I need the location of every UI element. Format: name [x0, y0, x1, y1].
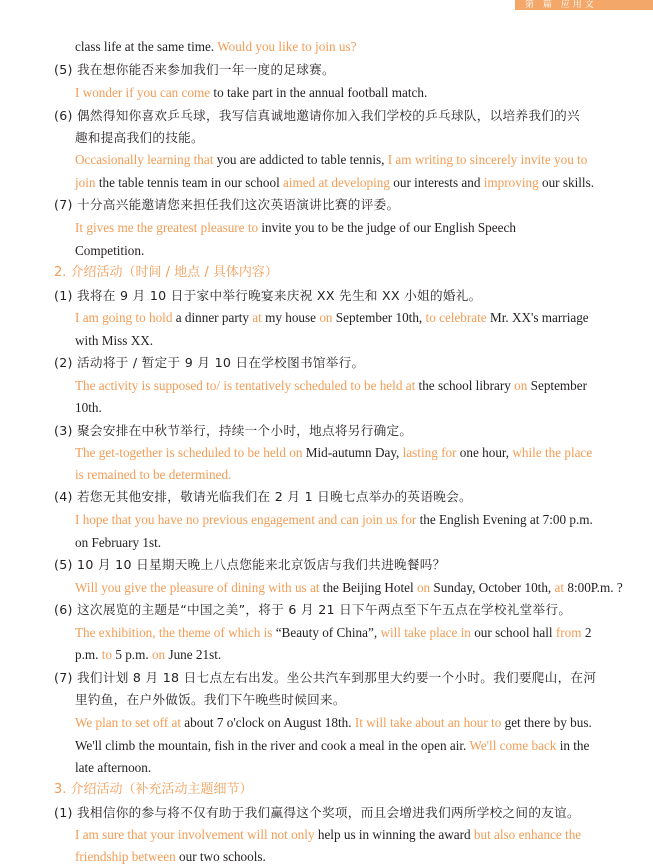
text-run: (1) 我相信你的参与将不仅有助于我们赢得这个奖项，而且会增进我们两所学校之间的友谊。 [54, 805, 580, 820]
highlighted-phrase: on [319, 310, 333, 325]
highlighted-phrase: aimed at developing [283, 175, 390, 190]
text-run: late afternoon. [75, 760, 152, 775]
text-run: (6) 偶然得知你喜欢乒乓球，我写信真诚地邀请你加入我们学校的乒乓球队，以培养我们的兴 [54, 108, 580, 123]
highlighted-phrase: on [151, 647, 166, 662]
text-run: (5) 10 月 10 日星期天晚上八点您能来北京饭店与我们共进晚餐吗？ [54, 557, 446, 572]
english-sentence-line [75, 445, 592, 461]
highlighted-phrase: We plan to set off at [75, 715, 181, 730]
text-run: help us in winning the award [314, 827, 474, 842]
text-run: invite you to be the judge of our English Speech [258, 220, 516, 235]
chinese-sentence-line [54, 355, 364, 371]
chinese-sentence-line [54, 557, 446, 573]
text-run: We'll climb the mountain, fish in the river and cook a meal in the open air. [75, 738, 470, 753]
text-run: Mid-autumn Day, [302, 445, 403, 460]
text-run: the school library [415, 378, 515, 393]
english-sentence-line [75, 580, 623, 596]
text-run: our two schools. [175, 849, 266, 864]
highlighted-phrase: I am sure that your involvement will not only [75, 827, 315, 842]
text-run: 2 [581, 625, 592, 640]
text-run: get there by bus. [501, 715, 592, 730]
highlighted-phrase: on [514, 378, 528, 393]
english-sentence-line [75, 535, 161, 551]
english-sentence-line [75, 760, 151, 776]
text-run: our skills. [538, 175, 595, 190]
english-sentence-line [75, 647, 221, 663]
highlighted-phrase: join [75, 175, 96, 190]
text-run: class life at the same time. [75, 39, 218, 54]
english-sentence-line [75, 220, 516, 236]
text-run: 10th. [75, 400, 102, 415]
text-run: in the [556, 738, 590, 753]
english-sentence-line [75, 333, 153, 349]
highlighted-phrase: friendship between [75, 849, 176, 864]
highlighted-phrase: improving [483, 175, 539, 190]
text-run: Sunday, October 10th, [430, 580, 555, 595]
text-run: Mr. XX's marriage [486, 310, 589, 325]
text-run: (7) 十分高兴能邀请您来担任我们这次英语演讲比赛的评委。 [54, 197, 400, 212]
text-run: “Beauty of China”, [272, 625, 381, 640]
english-sentence-line [75, 715, 592, 731]
highlighted-phrase: The exhibition, the theme of which is [75, 625, 273, 640]
text-run: my house [261, 310, 320, 325]
english-sentence-line [75, 738, 589, 754]
chinese-sentence-line [54, 423, 412, 439]
highlighted-phrase: We'll come back [469, 738, 557, 753]
chinese-sentence-line [75, 130, 204, 146]
chinese-sentence-line [54, 489, 472, 505]
highlighted-phrase: from [555, 625, 582, 640]
chinese-sentence-line [54, 108, 580, 124]
text-run: 趣和提高我们的技能。 [75, 130, 204, 145]
chinese-sentence-line [54, 62, 335, 78]
text-run: p.m. [75, 647, 102, 662]
highlighted-phrase: I hope that you have no previous engagement and can join us for [75, 512, 417, 527]
text-run: the Beijing Hotel [319, 580, 417, 595]
english-sentence-line [75, 400, 102, 416]
section-heading [54, 782, 253, 798]
text-run: September [527, 378, 588, 393]
highlighted-phrase: 3. 介绍活动（补充活动主题细节） [54, 782, 253, 797]
chinese-sentence-line [54, 197, 399, 213]
highlighted-phrase: to [101, 647, 113, 662]
chinese-sentence-line [54, 288, 482, 304]
highlighted-phrase: It gives me the greatest pleasure to [75, 220, 259, 235]
highlighted-phrase: 2. 介绍活动（时间 / 地点 / 具体内容） [54, 265, 278, 280]
chinese-sentence-line [75, 692, 346, 708]
text-run: the English Evening at 7:00 p.m. [416, 512, 593, 527]
highlighted-phrase: at [554, 580, 565, 595]
text-run: about 7 o'clock on August 18th. [181, 715, 355, 730]
highlighted-phrase: while the place [512, 445, 593, 460]
highlighted-phrase: The activity is supposed to/ is tentatively scheduled to be held at [75, 378, 416, 393]
highlighted-phrase: The get-together is scheduled to be held on [75, 445, 303, 460]
english-sentence-line [75, 85, 427, 101]
chinese-sentence-line [54, 670, 596, 686]
english-sentence-line [75, 849, 266, 865]
text-run: (2) 活动将于 / 暂定于 9 月 10 日在学校图书馆举行。 [54, 355, 365, 370]
english-sentence-line [75, 152, 587, 168]
text-run: (7) 我们计划 8 月 18 日七点左右出发。坐公共汽车到那里大约要一个小时。我们要爬山，在河 [54, 670, 597, 685]
text-run: 8:00P.m. ? [564, 580, 623, 595]
highlighted-phrase: is remained to be determined. [75, 467, 232, 482]
chinese-sentence-line [54, 602, 571, 618]
text-run: (5) 我在想你能否来参加我们一年一度的足球赛。 [54, 62, 335, 77]
english-sentence-line [75, 243, 144, 259]
highlighted-phrase: at [252, 310, 262, 325]
english-sentence-line [75, 625, 591, 641]
text-run: 里钓鱼，在户外做饭。我们下午晚些时候回来。 [75, 692, 346, 707]
text-run: 5 p.m. [112, 647, 152, 662]
text-run: our school hall [470, 625, 556, 640]
section-heading [54, 265, 278, 281]
text-run: you are addicted to table tennis, [213, 152, 388, 167]
highlighted-phrase: Would you like to join us? [217, 39, 357, 54]
text-run: the table tennis team in our school [95, 175, 284, 190]
text-run: a dinner party [172, 310, 253, 325]
english-sentence-line [75, 378, 587, 394]
text-run: (4) 若您无其他安排，敬请光临我们在 2 月 1 日晚七点举办的英语晚会。 [54, 489, 472, 504]
text-run: one hour, [456, 445, 513, 460]
highlighted-phrase: I am writing to sincerely invite you to [387, 152, 588, 167]
highlighted-phrase: I am going to hold [75, 310, 173, 325]
highlighted-phrase: but also enhance the [473, 827, 582, 842]
highlighted-phrase: lasting for [402, 445, 457, 460]
highlighted-phrase: Occasionally learning that [75, 152, 214, 167]
english-sentence-line [75, 310, 589, 326]
text-run: Competition. [75, 243, 145, 258]
header-label: 第 篇 应用文 [525, 0, 597, 10]
text-run: on February 1st. [75, 535, 162, 550]
english-sentence-line [75, 827, 581, 843]
text-run: September 10th, [332, 310, 426, 325]
chinese-sentence-line [54, 805, 580, 821]
english-sentence-line [75, 39, 356, 55]
text-run: with Miss XX. [75, 333, 154, 348]
highlighted-phrase: It will take about an hour to [354, 715, 502, 730]
text-run: our interests and [389, 175, 484, 190]
text-run: (6) 这次展览的主题是“中国之美”，将于 6 月 21 日下午两点至下午五点在学校礼堂举行。 [54, 602, 572, 617]
highlighted-phrase: Will you give the pleasure of dining with us at [75, 580, 320, 595]
english-sentence-line [75, 512, 593, 528]
highlighted-phrase: will take place in [380, 625, 471, 640]
english-sentence-line [75, 467, 231, 483]
highlighted-phrase: on [416, 580, 431, 595]
english-sentence-line [75, 175, 594, 191]
highlighted-phrase: I wonder if you can come [75, 85, 211, 100]
text-run: to take part in the annual football match. [210, 85, 428, 100]
text-run: June 21st. [165, 647, 222, 662]
text-run: (1) 我将在 9 月 10 日于家中举行晚宴来庆祝 XX 先生和 XX 小姐的婚礼。 [54, 288, 482, 303]
text-run: (3) 聚会安排在中秋节举行，持续一个小时，地点将另行确定。 [54, 423, 413, 438]
highlighted-phrase: to celebrate [425, 310, 487, 325]
page-header-band [515, 0, 653, 10]
